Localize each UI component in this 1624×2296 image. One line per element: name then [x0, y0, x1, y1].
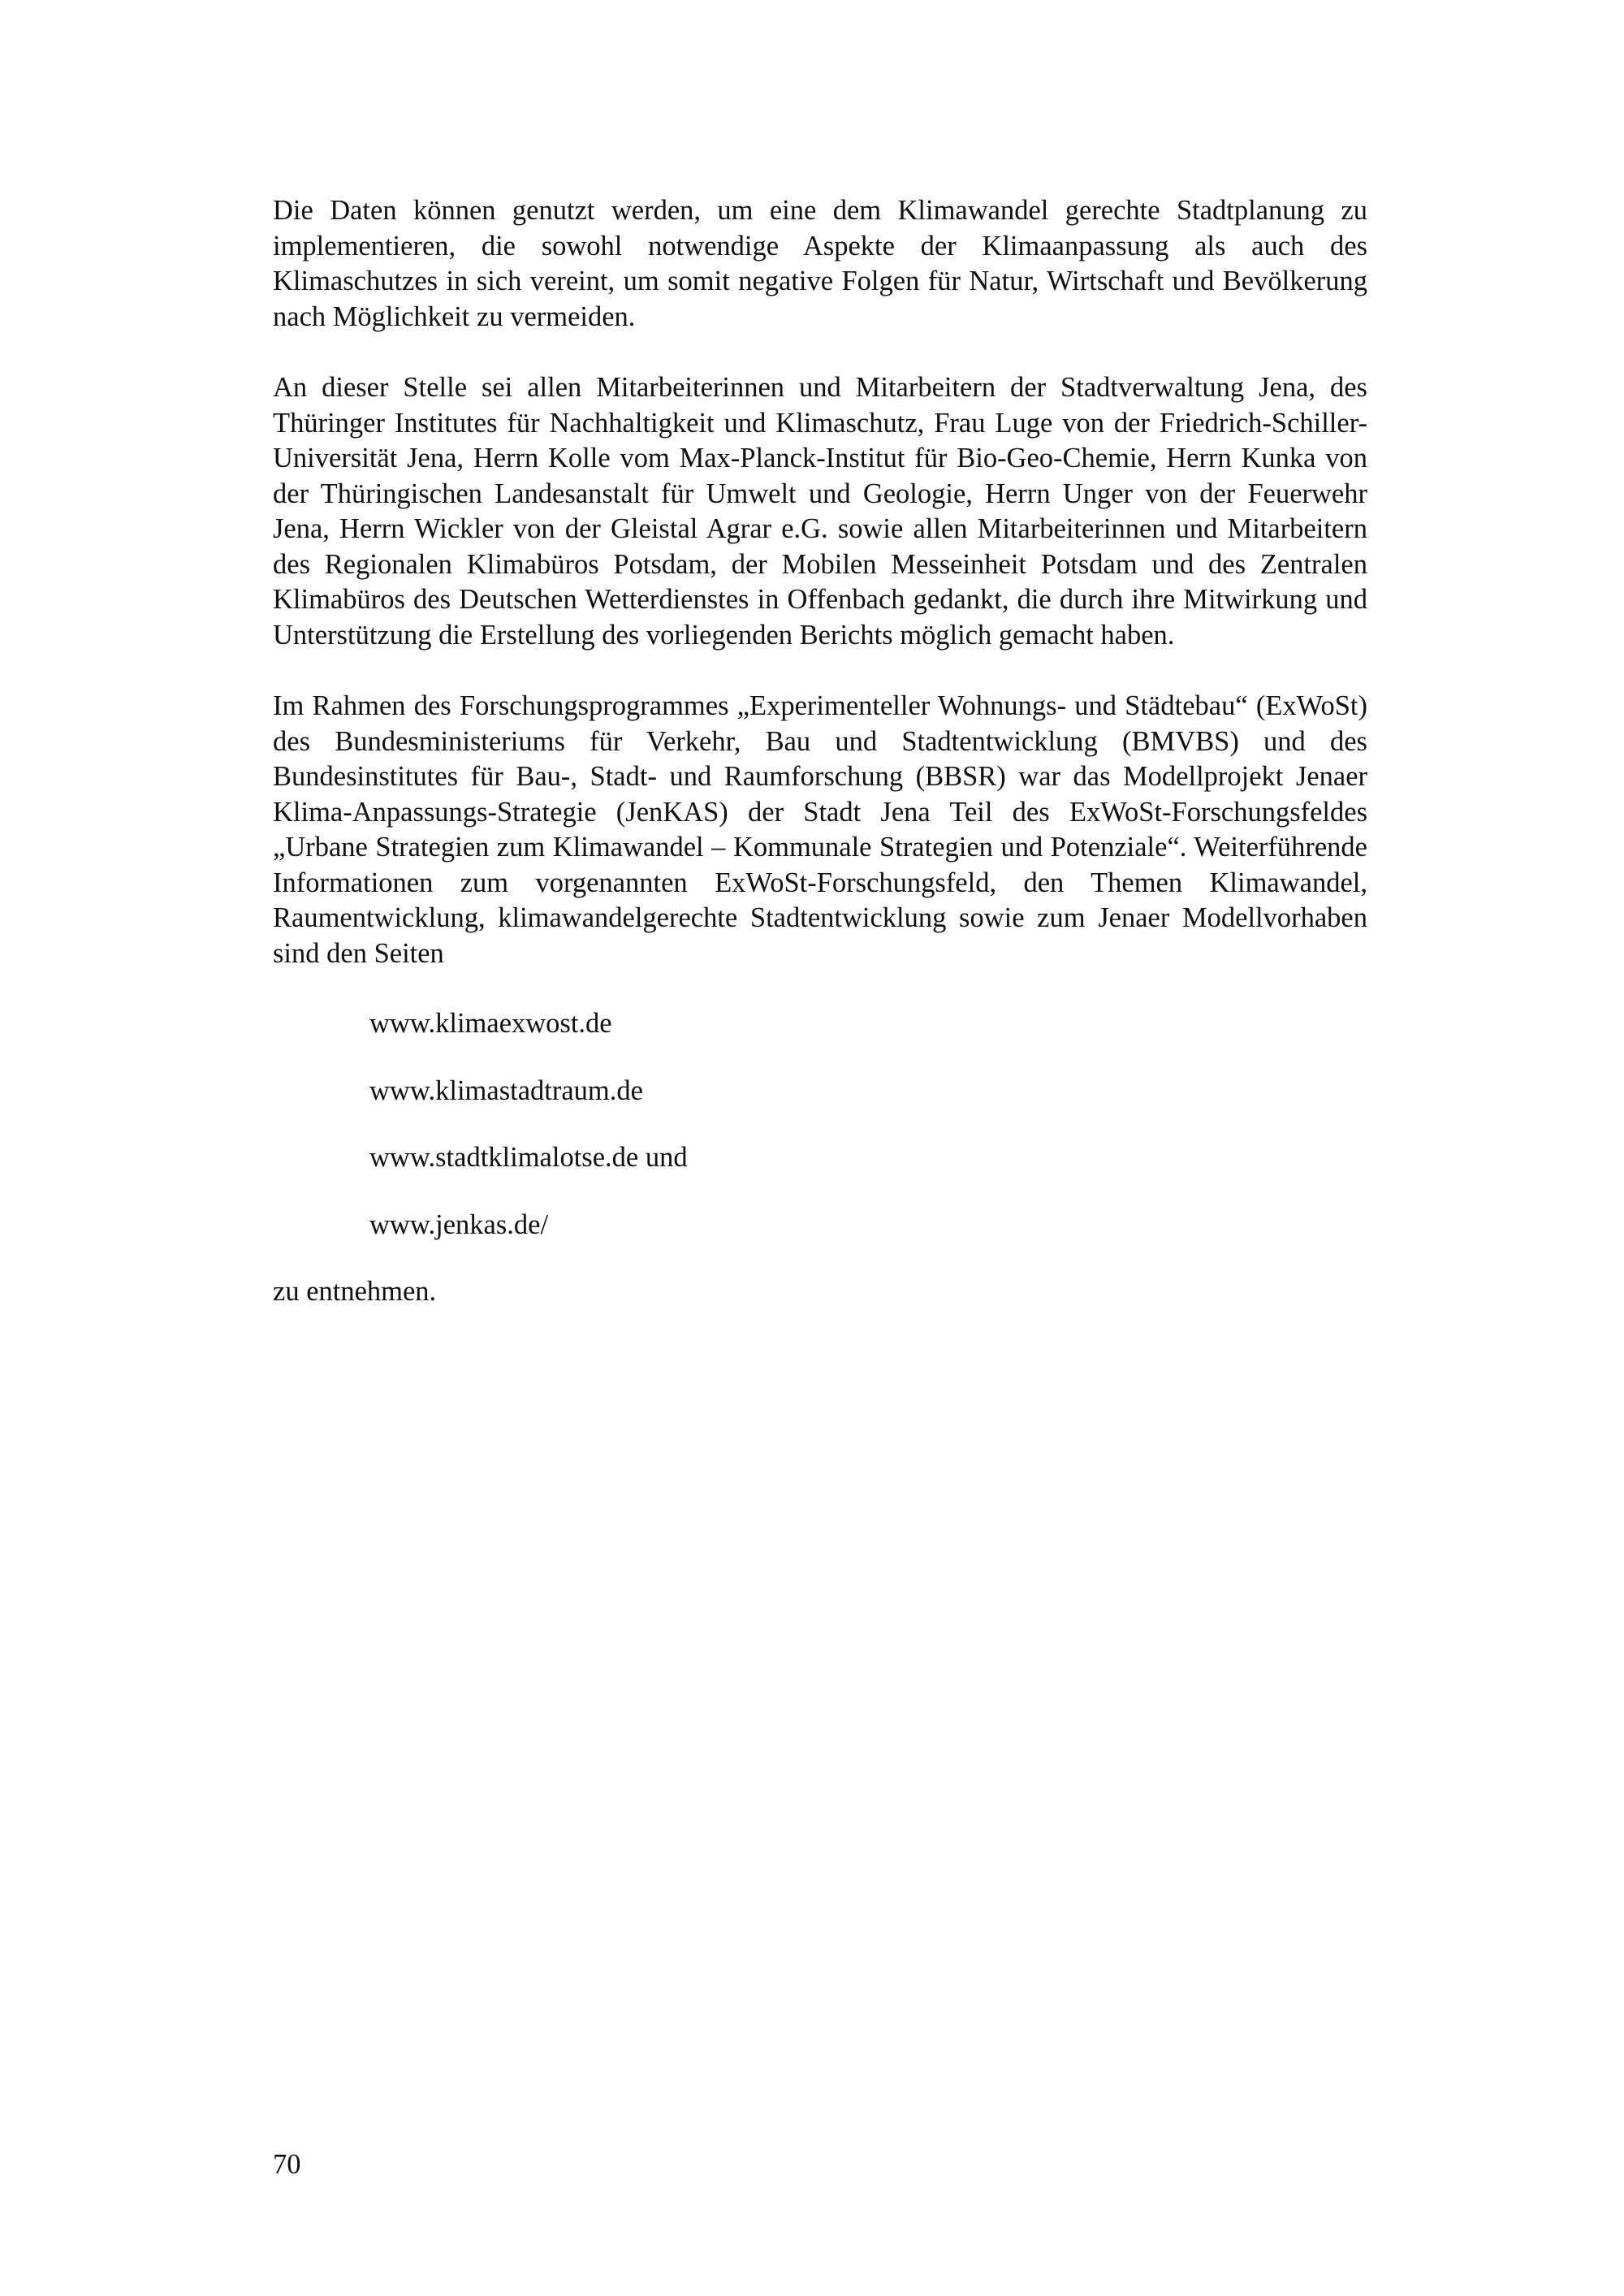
page-content [273, 193, 1367, 1310]
closing-text: zu entnehmen. [273, 1276, 437, 1307]
page-number: 70 [273, 2149, 301, 2180]
paragraph-acknowledgements: An dieser Stelle sei allen Mitarbeiterinnen und Mitarbeitern der Stadtverwaltung Jena, des Thüringer Institutes für Nachhaltigkeit und Klimaschutz, Frau Luge von der Friedrich-Schiller-Universität Jena, Herrn Kolle vom Max-Planck-Institut für Bio-Geo-Chemie, Herrn Kunka von der Thüringischen Landesanstalt für Umwelt und Geologie, Herrn Unger von der Feuerwehr Jena, Herrn Wickler von der Gleistal Agrar e.G. sowie allen Mitarbeiterinnen und Mitarbeitern des Regionalen Klimabüros Potsdam, der Mobilen Messeinheit Potsdam und des Zentralen Klimabüros des Deutschen Wetterdienstes in Offenbach gedankt, die durch ihre Mitwirkung und Unterstützung die Erstellung des vorliegenden Berichts möglich gemacht haben. [273, 372, 1367, 651]
url-stadtklimalotse: www.stadtklimalotse.de und [369, 1142, 688, 1173]
url-klimaexwost: www.klimaexwost.de [369, 1008, 612, 1039]
paragraph-climate-data: Die Daten können genutzt werden, um eine dem Klimawandel gerechte Stadtplanung zu implementieren, die sowohl notwendige Aspekte der Klimaanpassung als auch des Klimaschutzes in sich vereint, um somit negative Folgen für Natur, Wirtschaft und Bevölkerung nach Möglichkeit zu vermeiden. [273, 195, 1367, 332]
paragraph-research-program: Im Rahmen des Forschungsprogrammes „Experimenteller Wohnungs- und Städtebau“ (ExWoSt) des Bundesministeriums für Verkehr, Bau und Stadtentwicklung (BMVBS) und des Bundesinstitutes für Bau-, Stadt- und Raumforschung (BBSR) war das Modellprojekt Jenaer Klima-Anpassungs-Strategie (JenKAS) der Stadt Jena Teil des ExWoSt-Forschungsfeldes „Urbane Strategien zum Klimawandel – Kommunale Strategien und Potenziale“. Weiterführende Informationen zum vorgenannten ExWoSt-Forschungsfeld, den Themen Klimawandel, Raumentwicklung, klimawandelgerechte Stadtentwicklung sowie zum Jenaer Modellvorhaben sind den Seiten [273, 690, 1367, 969]
url-jenkas: www.jenkas.de/ [369, 1209, 549, 1240]
url-klimastadtraum: www.klimastadtraum.de [369, 1074, 643, 1106]
